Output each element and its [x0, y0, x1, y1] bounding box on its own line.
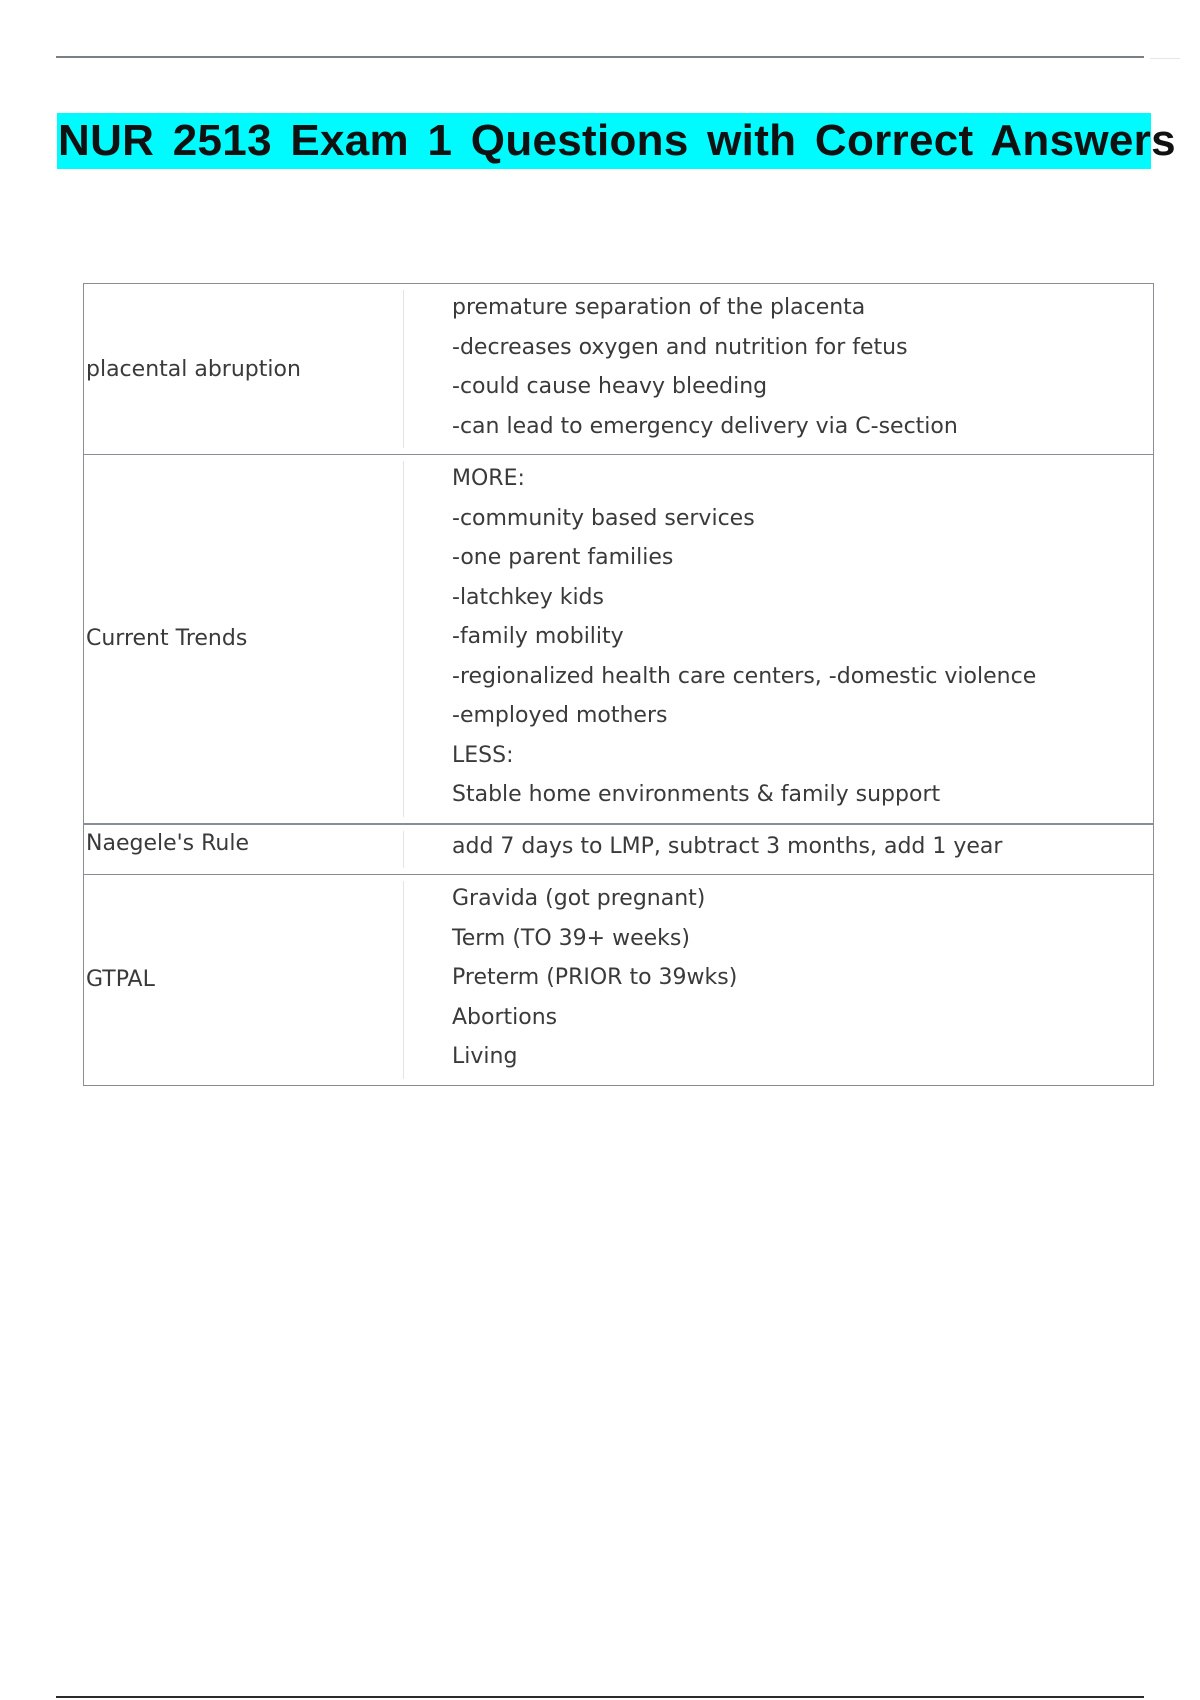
- term-cell: [84, 455, 405, 824]
- term-text: GTPAL: [86, 967, 155, 993]
- definition-line: add 7 days to LMP, subtract 3 months, add 1 year: [452, 833, 1003, 859]
- definition-line: -regionalized health care centers, -domestic violence: [452, 663, 1037, 689]
- qa-table: [83, 283, 1154, 1086]
- term-text: placental abruption: [86, 356, 301, 382]
- definition-line: -decreases oxygen and nutrition for fetus: [452, 334, 908, 360]
- definition-line: premature separation of the placenta: [452, 295, 866, 320]
- definition-line: -could cause heavy bleeding: [452, 374, 768, 399]
- definition-line: MORE:: [452, 466, 525, 491]
- term-cell: [84, 284, 405, 455]
- definition-line: Stable home environments & family support: [452, 782, 941, 807]
- definition-line: Living: [452, 1044, 518, 1069]
- term-text: Naegele's Rule: [86, 830, 250, 856]
- footer-rule: [56, 1696, 1144, 1698]
- table-row-naegeles-rule: [84, 824, 1154, 875]
- definition-line: Term (TO 39+ weeks): [452, 925, 690, 951]
- definition-line: Preterm (PRIOR to 39wks): [452, 965, 738, 990]
- definition-cell: [404, 455, 1154, 824]
- header-rule: [56, 56, 1144, 58]
- definition-line: -can lead to emergency delivery via C-section: [452, 413, 958, 439]
- definition-line: Gravida (got pregnant): [452, 886, 706, 911]
- definition-line: Abortions: [452, 1004, 558, 1030]
- table-row-placental-abruption: [84, 284, 1154, 455]
- definition-line: -employed mothers: [452, 703, 668, 728]
- definition-line: -latchkey kids: [452, 584, 604, 610]
- table-row-gtpal: [84, 875, 1154, 1086]
- definition-line: -family mobility: [452, 624, 624, 649]
- definition-cell: [404, 824, 1154, 875]
- table-row-current-trends: [84, 455, 1154, 824]
- page-title: NUR 2513 Exam 1 Questions with Correct Answers: [58, 116, 1176, 165]
- definition-line: LESS:: [452, 742, 514, 768]
- term-cell: [84, 875, 405, 1086]
- definition-line: -one parent families: [452, 545, 674, 570]
- header-rule-fragment: [1150, 58, 1180, 59]
- definition-cell: [404, 875, 1154, 1086]
- definition-cell: [404, 284, 1154, 455]
- term-text: Current Trends: [86, 626, 248, 652]
- definition-line: -community based services: [452, 505, 755, 531]
- term-cell: [84, 824, 405, 875]
